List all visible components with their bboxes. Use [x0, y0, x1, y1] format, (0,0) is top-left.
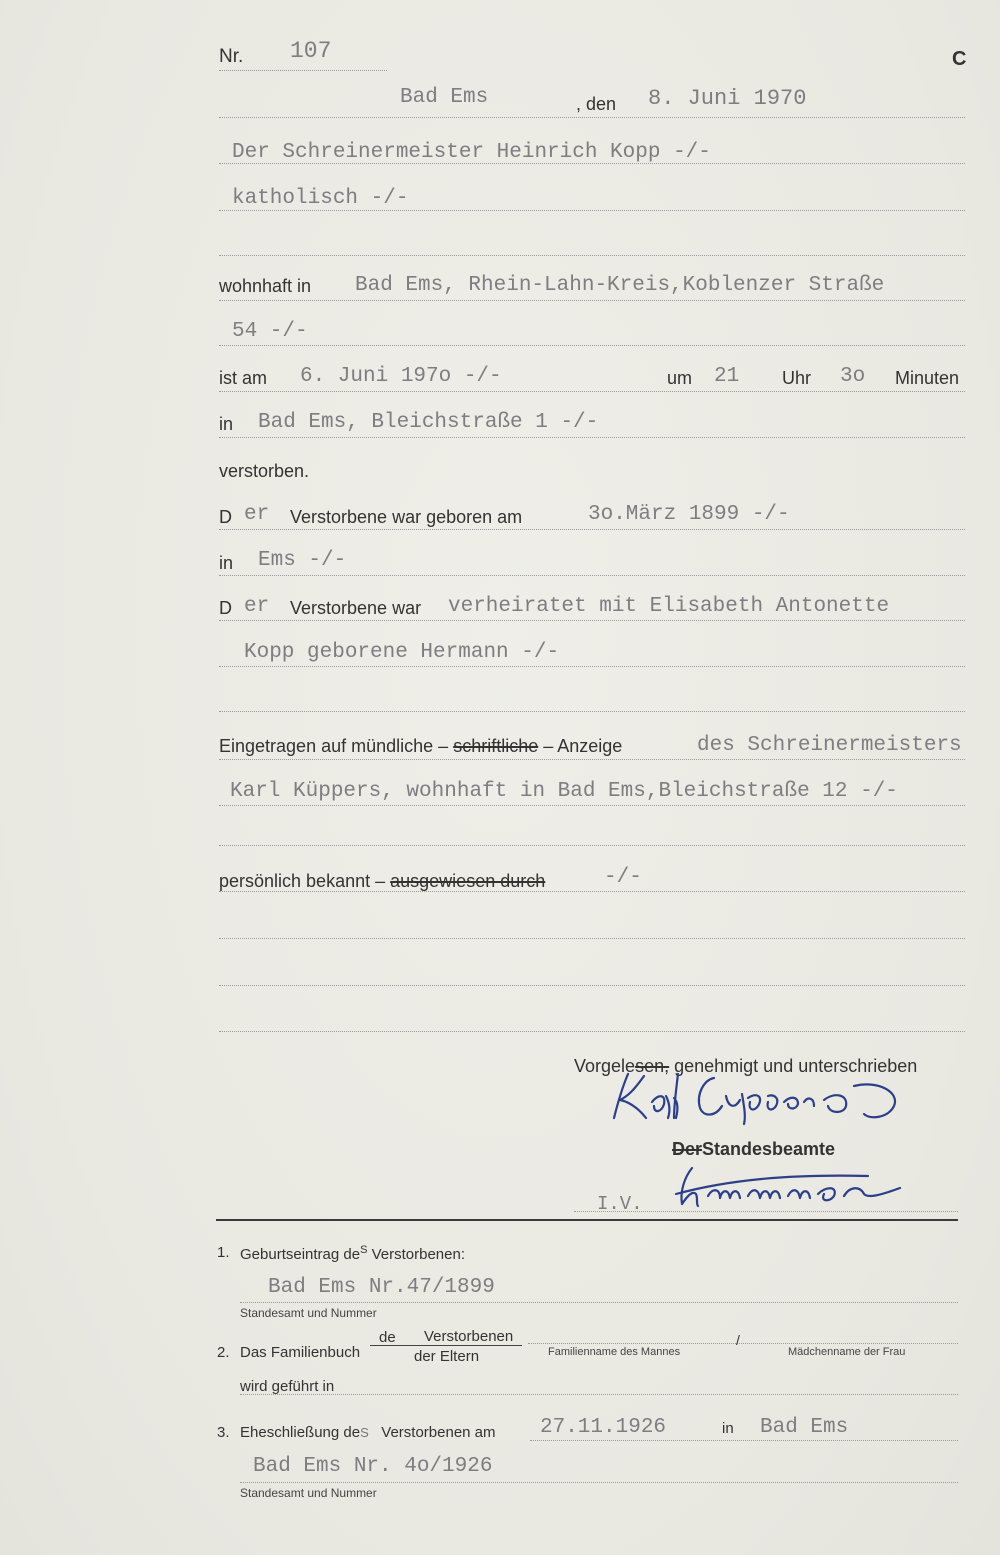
- dotted-line: [528, 1343, 958, 1344]
- residence-value-cont: 54 -/-: [232, 320, 308, 343]
- dotted-line: [219, 711, 965, 712]
- registration-date: 8. Juni 1970: [648, 86, 807, 111]
- item2-caption-husband: Familienname des Mannes: [548, 1346, 681, 1358]
- dotted-line: [219, 620, 965, 621]
- marital-value-cont: Kopp geborene Hermann -/-: [244, 641, 560, 664]
- item3-value: Bad Ems Nr. 4o/1926: [253, 1455, 493, 1478]
- item1-value: Bad Ems Nr.47/1899: [268, 1276, 495, 1299]
- registration-value: des Schreinermeisters: [697, 734, 962, 757]
- dotted-line: [240, 1482, 958, 1483]
- dotted-line: [219, 666, 965, 667]
- um-label: um: [667, 368, 693, 388]
- dotted-line: [219, 255, 965, 256]
- form-letter: C: [952, 48, 967, 70]
- dotted-line: [219, 210, 965, 211]
- dotted-line: [219, 345, 965, 346]
- item2-line2: wird geführt in: [240, 1378, 335, 1395]
- read-approved-signed: Vorgelesen, genehmigt und unterschrieben: [574, 1056, 918, 1076]
- item3-label: Eheschließung deS Verstorbenen am: [240, 1424, 496, 1441]
- registrar-title: DerStandesbeamte: [672, 1139, 836, 1159]
- item2-fraction-de: de: [379, 1329, 396, 1346]
- date-dotted-line: [219, 117, 965, 118]
- identity-value: -/-: [604, 866, 642, 889]
- item3-number: 3.: [217, 1424, 230, 1441]
- footer-separator: [216, 1219, 958, 1221]
- death-date: 6. Juni 197o -/-: [300, 365, 502, 388]
- dotted-line: [219, 805, 965, 806]
- birth-prefix-suffix: er: [244, 503, 270, 526]
- residence-value: Bad Ems, Rhein-Lahn-Kreis,Koblenzer Straße: [355, 274, 885, 297]
- dotted-line: [219, 300, 965, 301]
- item2-caption-wife: Mädchenname der Frau: [788, 1346, 906, 1358]
- dotted-line: [219, 845, 965, 846]
- dotted-line: [219, 529, 965, 530]
- uhr-label: Uhr: [782, 368, 812, 388]
- fraction-bar: [370, 1345, 522, 1346]
- dotted-line: [219, 437, 965, 438]
- dotted-line: [219, 985, 965, 986]
- item2-slash: /: [736, 1332, 740, 1348]
- nr-value: 107: [290, 38, 332, 64]
- birth-prefix: D: [219, 507, 232, 527]
- dotted-line: [219, 575, 965, 576]
- item2-fraction-top: Verstorbenen: [424, 1328, 514, 1345]
- dotted-line: [219, 759, 965, 760]
- birth-place: Ems -/-: [258, 549, 347, 572]
- dotted-line: [240, 1394, 958, 1395]
- dotted-line: [219, 891, 965, 892]
- signature-declarant: [608, 1066, 908, 1126]
- item1-label: Geburtseintrag $de^S$ Verstorbenen:: [240, 1244, 465, 1263]
- marital-value: verheiratet mit Elisabeth Antonette: [448, 595, 890, 618]
- dotted-line: [219, 938, 965, 939]
- death-hour: 21: [714, 365, 740, 388]
- registration-label: Eingetragen auf mündliche – schriftliche – Anzeige: [219, 736, 623, 756]
- religion-line: katholisch -/-: [232, 187, 409, 210]
- birth-label: Verstorbene war geboren am: [290, 507, 523, 527]
- iv-label: I.V.: [597, 1193, 643, 1215]
- marital-prefix-suffix: er: [244, 595, 270, 618]
- death-minutes: 3o: [840, 365, 866, 388]
- marital-label: Verstorbene war: [290, 598, 422, 618]
- dotted-line: [530, 1440, 958, 1441]
- ist-am-label: ist am: [219, 368, 268, 388]
- item3-in: in: [722, 1420, 734, 1437]
- item2-number: 2.: [217, 1344, 230, 1361]
- item3-caption: Standesamt und Nummer: [240, 1486, 377, 1500]
- nr-dotted-line: [219, 70, 387, 71]
- signature-registrar: [668, 1158, 918, 1218]
- dotted-line: [219, 391, 965, 392]
- birth-date: 3o.März 1899 -/-: [588, 503, 790, 526]
- verstorben-text: verstorben.: [219, 461, 310, 481]
- birth-in-label: in: [219, 553, 234, 573]
- dotted-line: [219, 1031, 965, 1032]
- identity-label: persönlich bekannt – ausgewiesen durch: [219, 871, 546, 891]
- death-place: Bad Ems, Bleichstraße 1 -/-: [258, 411, 599, 434]
- in-label: in: [219, 414, 234, 434]
- residence-label: wohnhaft in: [219, 276, 312, 296]
- den-label: , den: [576, 94, 617, 114]
- minuten-label: Minuten: [895, 368, 960, 388]
- dotted-line: [240, 1302, 958, 1303]
- place-of-registration: Bad Ems: [400, 86, 489, 109]
- item2-label: Das Familienbuch: [240, 1344, 361, 1361]
- item3-date: 27.11.1926: [540, 1416, 667, 1439]
- nr-label: Nr.: [219, 46, 244, 67]
- dotted-line: [219, 163, 965, 164]
- item1-caption: Standesamt und Nummer: [240, 1306, 377, 1320]
- registration-value-cont: Karl Küppers, wohnhaft in Bad Ems,Bleichstraße 12 -/-: [230, 780, 898, 803]
- marital-prefix: D: [219, 598, 232, 618]
- item2-fraction-bottom: der Eltern: [414, 1348, 480, 1365]
- item3-place: Bad Ems: [760, 1416, 849, 1439]
- deceased-name-line: Der Schreinermeister Heinrich Kopp -/-: [232, 141, 711, 164]
- item1-number: 1.: [217, 1244, 230, 1261]
